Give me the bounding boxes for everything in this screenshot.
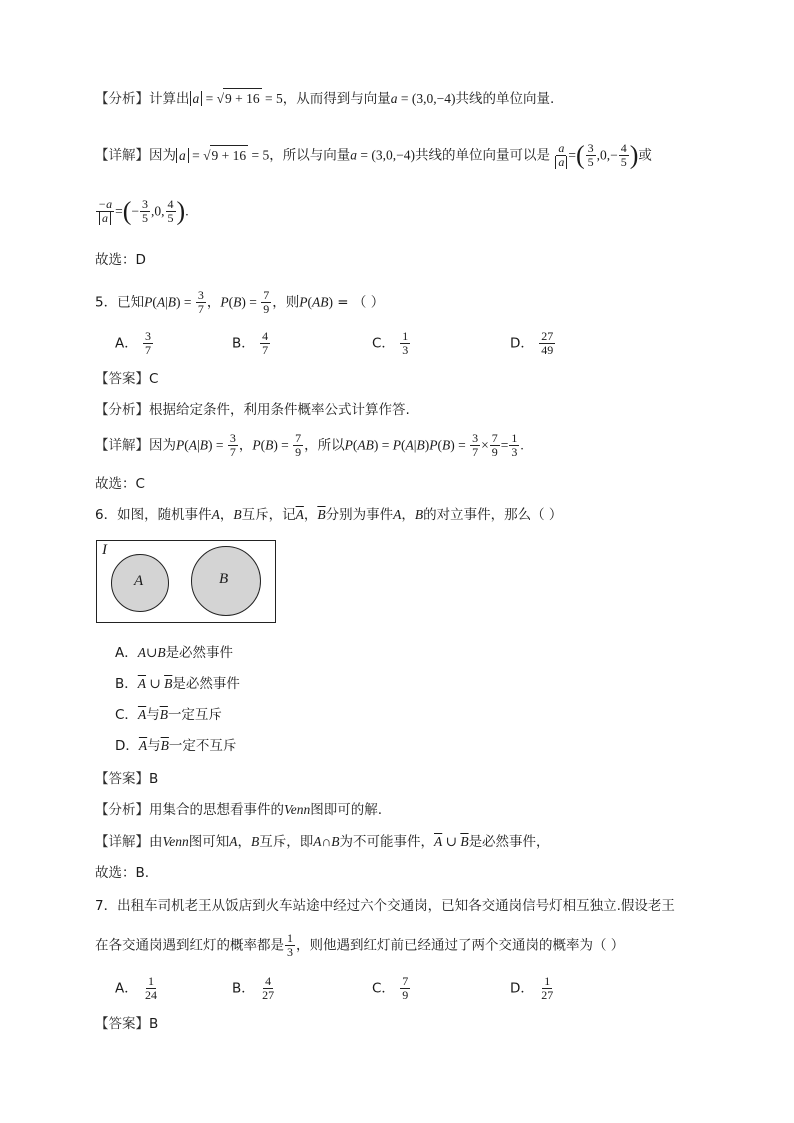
q5-analysis: 【分析】根据给定条件，利用条件概率公式计算作答. bbox=[95, 402, 410, 418]
q6-option-a: A．A∪B是必然事件 bbox=[115, 645, 234, 661]
q7-stem-line2: 在各交通岗遇到红灯的概率都是 $\frac{1}{3}$ ，则他遇到红灯前已经通过了两个交通岗的概率为（ ） bbox=[95, 931, 625, 959]
q6-detail: 【详解】由Venn图可知A，B互斥，即A∩B为不可能事件，$\overline{A}$ ∪ $\overline{B}$是必然事件， bbox=[95, 834, 550, 850]
q5-answer: 【答案】C bbox=[95, 371, 159, 387]
q6-stem: 6．如图，随机事件A，B互斥，记$\overline{A}$，$\overline{B}$分别为事件A，B的对立事件，那么（ ） bbox=[95, 507, 563, 523]
venn-label-a: A bbox=[134, 573, 144, 589]
q5-option-c: C． $\frac{1}{3}$ bbox=[372, 329, 409, 357]
q6-option-c: C．$\overline{A}$与$\overline{B}$一定互斥 bbox=[115, 707, 222, 723]
q6-conclusion: 故选：B. bbox=[95, 865, 150, 881]
q4-detail-line: 【详解】因为 a = √9 + 16 = 5，所以与向量a = (3,0,−4)共线的单位向量可以是 $\frac{a}{a}$ =( $\frac{3}{5}$ ,0,− $\frac{4}{5}$ )或 bbox=[95, 140, 652, 170]
venn-circle-b bbox=[191, 546, 261, 616]
q6-answer: 【答案】B bbox=[95, 771, 159, 787]
q5-option-b: B． $\frac{4}{7}$ bbox=[232, 329, 269, 357]
q6-option-b: B．$\overline{A}$ ∪ $\overline{B}$是必然事件 bbox=[115, 676, 240, 692]
q7-stem-line1: 7．出租车司机老王从饭店到火车站途中经过六个交通岗，已知各交通岗信号灯相互独立.假设老王 bbox=[95, 898, 675, 914]
q7-option-a: A． $\frac{1}{24}$ bbox=[115, 974, 158, 1002]
q5-stem: 5．已知P(A|B) = $\frac{3}{7}$ ，P(B) = $\frac{7}{9}$ ，则P(AB) = （ ） bbox=[95, 288, 385, 316]
q4-conclusion: 故选：D bbox=[95, 252, 146, 268]
q5-conclusion: 故选：C bbox=[95, 476, 145, 492]
q5-option-d: D． $\frac{27}{49}$ bbox=[510, 329, 554, 357]
q7-option-c: C． $\frac{7}{9}$ bbox=[372, 974, 409, 1002]
q5-detail: 【详解】因为P(A|B) = $\frac{3}{7}$ ，P(B) = $\frac{7}{9}$ ，所以P(AB) = P(A|B)P(B) = $\frac{3}{7}$ × $\frac{7}{9}$ = $\frac{1}{3}$ . bbox=[95, 431, 524, 459]
venn-label-universe: I bbox=[102, 542, 107, 558]
q5-option-a: A． $\frac{3}{7}$ bbox=[115, 329, 152, 357]
analysis-label: 【分析】 bbox=[95, 91, 149, 107]
q7-answer: 【答案】B bbox=[95, 1016, 159, 1032]
venn-circle-a bbox=[111, 554, 169, 612]
q4-detail-line2: $\frac{-a}{a}$ =(− $\frac{3}{5}$ ,0, $\frac{4}{5}$ ). bbox=[98, 196, 189, 226]
venn-diagram bbox=[96, 540, 276, 623]
q4-analysis-line: 【分析】计算出 a = √9 + 16 = 5，从而得到与向量a = (3,0,−4)共线的单位向量. bbox=[95, 88, 554, 109]
q7-option-d: D． $\frac{1}{27}$ bbox=[510, 974, 554, 1002]
venn-label-b: B bbox=[219, 571, 229, 587]
q7-option-b: B． $\frac{4}{27}$ bbox=[232, 974, 275, 1002]
detail-label: 【详解】 bbox=[95, 147, 149, 164]
q6-analysis: 【分析】用集合的思想看事件的Venn图即可的解. bbox=[95, 802, 383, 818]
q6-option-d: D．$\overline{A}$与$\overline{B}$一定不互斥 bbox=[115, 738, 237, 754]
